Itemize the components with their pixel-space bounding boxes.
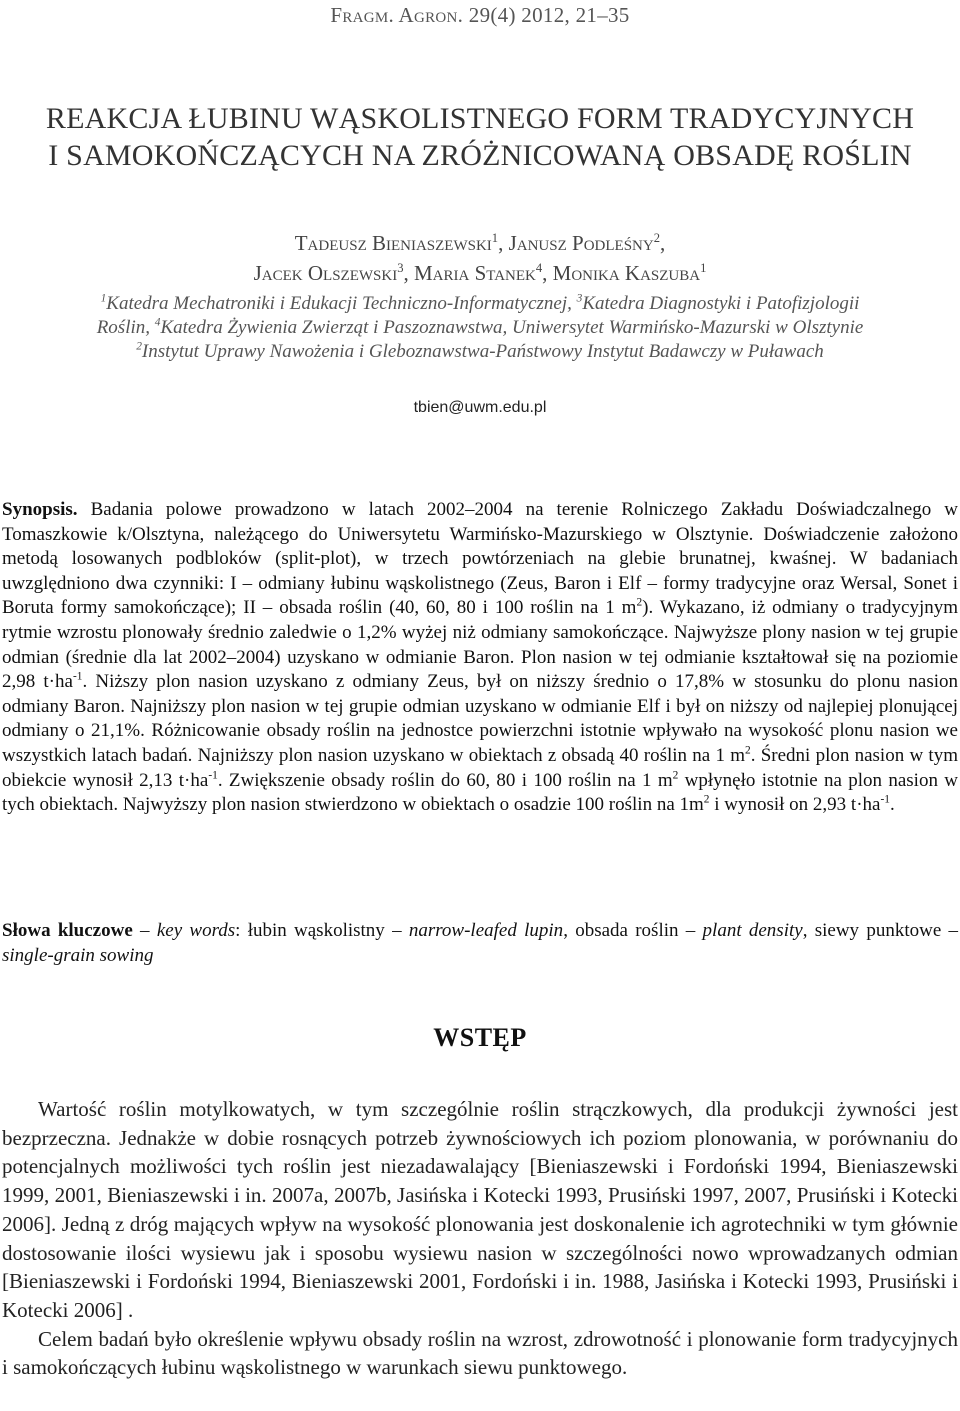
author-email[interactable]: tbien@uwm.edu.pl (413, 399, 547, 416)
superscript: 2 (703, 793, 710, 806)
keyword-en: narrow-leafed lupin (408, 920, 564, 941)
title-line-1: REAKCJA ŁUBINU WĄSKOLISTNEGO FORM TRADYCYJNYCH (45, 102, 915, 135)
section-heading: WSTĘP (433, 1023, 527, 1052)
affil-text: Katedra Żywienia Zwierząt i Paszoznawstwa, Uniwersytet Warmińsko-Mazurski w Olsztynie (160, 317, 864, 338)
keywords-text: , obsada roślin – (563, 920, 703, 941)
superscript: -1 (880, 793, 890, 806)
synopsis-text: wpłynęło istotnie na plon nasion w tych obiektach. Najwyższy plon nasion stwierdzono w obiektach o osadzie 100 roślin na 1m (2, 769, 959, 816)
keywords-text: – (132, 920, 157, 941)
keyword-en: plant density (702, 920, 803, 941)
author-affil-mark: 3 (397, 261, 404, 275)
synopsis-text: . (889, 794, 895, 816)
superscript: 2 (672, 769, 679, 782)
affil-mark: 4 (154, 316, 161, 329)
authors-line-2: Jacek Olszewski$^3$, Maria Stanek$^4$, Monika Kaszuba$^1$ (253, 261, 707, 285)
affil-mark: 1 (100, 292, 107, 305)
synopsis-text: . Zwiększenie obsady roślin do 60, 80 i 100 roślin na 1 m (217, 769, 673, 791)
introduction (2, 1095, 958, 1382)
affiliations (0, 292, 960, 364)
affiliation-line-3 (0, 340, 960, 364)
journal-citation: Fragm. Agron. 29(4) 2012, 21–35 (330, 3, 630, 27)
synopsis-text: . Niższy plon nasion uzyskano z odmiany Zeus, był on niższy średnio o 17,8% w stosunku do plonu nasion odmiany Baron. Najniższy plon nasion w tej grupie odmian uzyskano w odmianie Elf i był on niższy od najlepiej plonującej odmiany o 21,1%. Różnicowanie obsady roślin na jednostce powierzchni istotnie wpływało na wysokość plonu nasion we wszystkich latach badań. Najniższy plon nasion uzyskano w obiektach z obsadą 40 roślin na 1 m (2, 671, 958, 766)
superscript: 2 (745, 744, 751, 757)
keywords-text: , siewy punktowe – (802, 920, 959, 941)
author-name: Tadeusz Bieniaszewski (294, 231, 492, 255)
synopsis-label: Synopsis. (2, 499, 78, 520)
author-name: Jacek Olszewski (253, 261, 398, 285)
affil-mark: 3 (576, 292, 583, 305)
synopsis-text: . Średni plon nasion w tym obiekcie wynosił 2,13 t·ha (2, 744, 958, 791)
author-name: Monika Kaszuba (552, 261, 701, 285)
article-title (0, 100, 960, 174)
author-affil-mark: 1 (491, 231, 499, 245)
authors (0, 228, 960, 288)
intro-paragraph-1: Wartość roślin motylkowatych, w tym szczególnie roślin strączkowych, dla produkcji żywności jest bezprzeczna. Jednakże w dobie rosnących potrzeb żywnościowych ich poziom plonowania, w porównaniu do potencjalnych możliwości tych roślin jest niezadawalający [Bieniaszewski i Fordoński 1994, Bieniaszewski 1999, 2001, Bieniaszewski i in. 2007a, 2007b, Jasińska i Kotecki 1993, Prusiński 1997, 2007, Prusiński i Kotecki 2006]. Jedną z dróg mających wpływ na wysokość plonowania jest doskonalenie ich agrotechniki w tym głównie dostosowanie ilości wysiewu jak i sposobu wysiewu nasion w szczególności nowo wprowadzanych odmian [Bieniaszewski i Fordoński 1994, Bieniaszewski 2001, Fordoński i in. 1988, Jasińska i Kotecki 1993, Prusiński i Kotecki 2006] . (2, 1097, 958, 1322)
title-line-2: I SAMOKOŃCZĄCYCH NA ZRÓŻNICOWANĄ OBSADĘ ROŚLIN (48, 139, 912, 172)
author-affil-mark: 4 (535, 261, 543, 275)
keywords-en-label: key words (156, 920, 236, 941)
synopsis-text: ). Wykazano, iż odmiany o tradycyjnym rytmie wzrostu plonowały średnio zaledwie o 1,2% wyżej niż odmiany samokończące. Najwyższe plony nasion w tej grupie odmian (średnie dla lat 2002–2004) uzyskano w odmianie Baron. Plon nasion w tej odmianie kształtował się na poziomie 2,98 t·ha (2, 597, 959, 693)
affil-text: Katedra Diagnostyki i Patofizjologii (582, 293, 860, 314)
intro-paragraph-2: Celem badań było określenie wpływu obsady roślin na wzrost, zdrowotność i plonowanie form tradycyjnych i samokończących łubinu wąskolistnego w warunkach siewu punktowego. (2, 1326, 958, 1380)
author-affil-mark: 2 (653, 231, 660, 245)
superscript: -1 (208, 769, 218, 782)
authors-line-1: Tadeusz Bieniaszewski$^1$, Janusz Podleśny$^2$, (294, 231, 666, 255)
affiliation-line-2 (0, 316, 960, 340)
keyword-en: single-grain sowing (2, 944, 154, 966)
superscript: -1 (72, 670, 83, 683)
synopsis (2, 498, 958, 818)
keywords-text: : łubin wąskolistny – (235, 920, 409, 941)
superscript: 2 (636, 597, 643, 610)
affil-mark: 2 (136, 340, 142, 353)
synopsis-text: Badania polowe prowadzono w latach 2002–2004 na terenie Rolniczego Zakładu Doświadczalnego w Tomaszkowie k/Olsztyna, należącego do Uniwersytetu Warmińsko-Mazurskiego w Olsztynie. Doświadczenie założono metodą losowanych podbloków (split-plot), w trzech powtórzeniach na glebie brunatnej, kwaśnej. W badaniach uwzględniono dwa czynniki: I – odmiany łubinu wąskolistnego (Zeus, Baron i Elf – formy tradycyjne oraz Wersal, Sonet i Boruta formy samokończące); II – obsada roślin (40, 60, 80 i 100 roślin na 1 m (2, 499, 958, 619)
affil-text: Roślin, (96, 317, 155, 338)
affiliation-line-1 (0, 292, 960, 316)
author-name: Janusz Podleśny (508, 231, 654, 255)
author-name: Maria Stanek (413, 261, 536, 285)
author-affil-mark: 1 (700, 261, 707, 275)
affil-text: Instytut Uprawy Nawożenia i Gleboznawstwa-Państwowy Instytut Badawczy w Puławach (141, 341, 824, 362)
synopsis-text: i wynosił on 2,93 t·ha (709, 794, 881, 816)
keywords (2, 919, 958, 968)
affil-text: Katedra Mechatroniki i Edukacji Techniczno-Informatycznej, (106, 293, 577, 314)
keywords-label: Słowa kluczowe (2, 920, 133, 941)
